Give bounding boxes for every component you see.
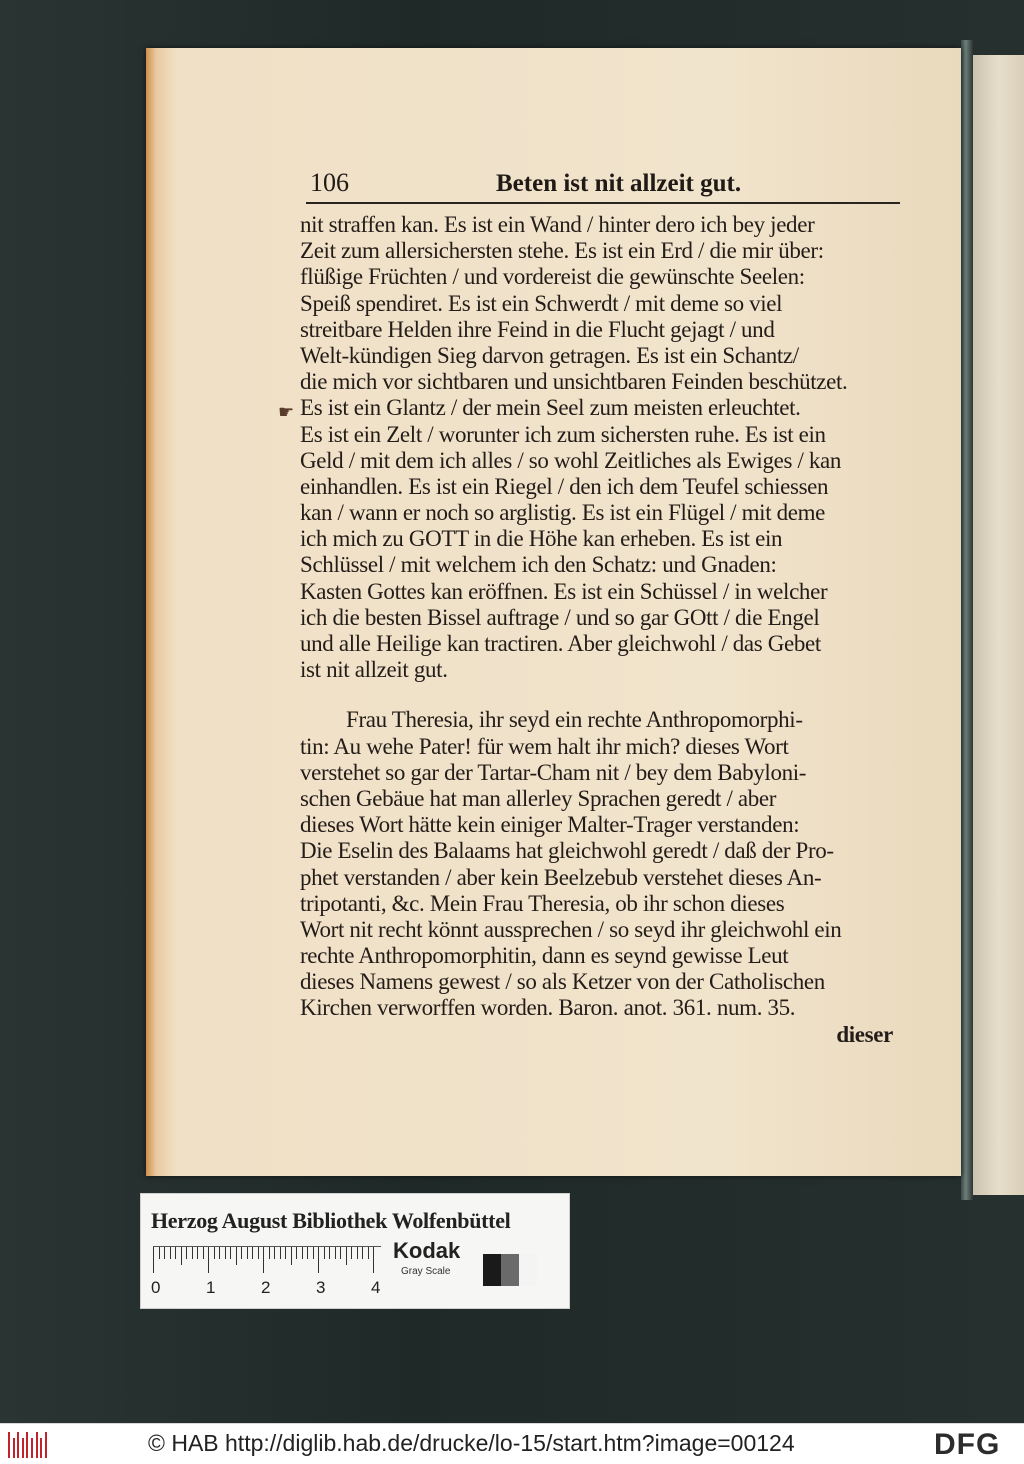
- text-line: Wort nit recht könnt aussprechen / so seyd ihr gleichwohl ein: [300, 916, 842, 942]
- ruler-tick: [241, 1247, 242, 1259]
- ruler-tick: [269, 1247, 270, 1259]
- ruler-tick: [302, 1247, 303, 1259]
- text-line: kan / wann er noch so arglistig. Es ist ein Flügel / mit deme: [300, 500, 826, 526]
- ruler-tick: [219, 1247, 220, 1259]
- ruler-tick: [362, 1247, 363, 1259]
- ruler-tick: [368, 1247, 369, 1259]
- ruler-tick: [192, 1247, 193, 1259]
- ruler-tick: [153, 1247, 154, 1273]
- facing-page-edge: [973, 55, 1024, 1195]
- dfg-logo[interactable]: DFG: [934, 1428, 1001, 1461]
- margin-pointer-icon: ☛: [278, 402, 295, 423]
- text-line: rechte Anthropomorphitin, dann es seynd gewisse Leut: [300, 943, 789, 969]
- footer-bar: [0, 1423, 1024, 1464]
- catchword: dieser: [836, 1021, 893, 1047]
- book-gutter: [961, 40, 973, 1200]
- text-line: verstehet so gar der Tartar-Cham nit / bey dem Babyloni-: [300, 759, 807, 785]
- ruler-tick: [274, 1247, 275, 1259]
- ruler-tick: [230, 1247, 231, 1259]
- text-line: flüßige Früchten / und vordereist die gewünschte Seelen:: [300, 264, 805, 290]
- running-title: Beten ist nit allzeit gut.: [496, 170, 742, 197]
- ruler-tick: [159, 1247, 160, 1259]
- text-line: tripotanti, &c. Mein Frau Theresia, ob ihr schon dieses: [300, 890, 785, 916]
- paragraph-1: [300, 212, 905, 683]
- text-line: Geld / mit dem ich alles / so wohl Zeitliches als Ewiges / kan: [300, 447, 842, 473]
- ruler-tick: [307, 1247, 308, 1259]
- text-line: und alle Heilige kan tractiren. Aber gleichwohl / das Gebet: [300, 631, 821, 656]
- ruler-tick: [357, 1247, 358, 1259]
- text-line: dieses Namens gewest / so als Ketzer von der Catholischen: [300, 969, 825, 995]
- text-line: Die Eselin des Balaams hat gleichwohl geredt / daß der Pro-: [300, 838, 834, 864]
- ruler-tick: [329, 1247, 330, 1259]
- ruler-tick: [252, 1247, 253, 1259]
- text-line: Schlüssel / mit welchem ich den Schatz: und Gnaden:: [300, 552, 777, 578]
- text-line: phet verstanden / aber kein Beelzebub verstehet dieses An-: [300, 864, 822, 890]
- gray-patch: [501, 1254, 519, 1286]
- ruler-tick: [351, 1247, 352, 1259]
- gray-patch: [519, 1254, 537, 1286]
- gray-scale-label: Gray Scale: [401, 1266, 451, 1277]
- text-line: die mich vor sichtbaren und unsichtbaren Feinden beschützet.: [300, 369, 848, 395]
- text-line: Zeit zum allersichersten stehe. Es ist ein Erd / die mir über:: [300, 238, 824, 264]
- measurement-ruler: [153, 1246, 381, 1275]
- text-line: Es ist ein Glantz / der mein Seel zum meisten erleuchtet.: [300, 395, 801, 421]
- ruler-tick: [324, 1247, 325, 1259]
- ruler-tick: [214, 1247, 215, 1259]
- library-name: Herzog August Bibliothek Wolfenbüttel: [151, 1208, 511, 1233]
- ruler-tick: [373, 1247, 374, 1273]
- ruler-tick: [247, 1247, 248, 1259]
- ruler-tick: [197, 1247, 198, 1259]
- ruler-tick: [203, 1247, 204, 1259]
- text-line: Welt-kündigen Sieg darvon getragen. Es ist ein Schantz/: [300, 342, 799, 368]
- ruler-tick: [186, 1247, 187, 1259]
- gray-patch: [483, 1254, 501, 1286]
- ruler-number: 3: [316, 1278, 326, 1297]
- ruler-tick: [225, 1247, 226, 1259]
- ruler-number: 2: [261, 1278, 271, 1297]
- ruler-tick: [291, 1247, 292, 1265]
- text-line: Kirchen verworffen worden. Baron. anot. 361. num. 35.: [300, 995, 796, 1021]
- ruler-tick: [236, 1247, 237, 1265]
- ruler-tick: [346, 1247, 347, 1265]
- ruler-tick: [164, 1247, 165, 1259]
- ruler-tick: [175, 1247, 176, 1259]
- ruler-tick: [181, 1247, 182, 1265]
- ruler-tick: [280, 1247, 281, 1259]
- text-line: Speiß spendiret. Es ist ein Schwerdt / mit deme so viel: [300, 290, 783, 316]
- ruler-tick: [335, 1247, 336, 1259]
- kodak-brand: Kodak: [393, 1238, 461, 1263]
- ruler-tick: [258, 1247, 259, 1259]
- ruler-tick: [313, 1247, 314, 1259]
- text-line: ich die besten Bissel auftrage / und so gar GOtt / die Engel: [300, 604, 820, 630]
- ruler-tick: [170, 1247, 171, 1259]
- ruler-tick: [318, 1247, 319, 1273]
- text-line: nit straffen kan. Es ist ein Wand / hinter dero ich bey jeder: [300, 212, 815, 237]
- text-line: tin: Au wehe Pater! für wem halt ihr mich? dieses Wort: [300, 733, 789, 759]
- color-calibration-card: [140, 1193, 570, 1309]
- ruler-number: 0: [151, 1278, 161, 1297]
- ruler-tick: [296, 1247, 297, 1259]
- text-line: ich mich zu GOTT in die Höhe kan erheben. Es ist ein: [300, 526, 783, 552]
- ruler-tick: [340, 1247, 341, 1259]
- page-number: 106: [310, 168, 349, 197]
- text-line: dieses Wort hätte kein einiger Malter-Trager verstanden:: [300, 812, 800, 838]
- ruler-tick: [263, 1247, 264, 1273]
- ruler-tick: [285, 1247, 286, 1259]
- text-line: Es ist ein Zelt / worunter ich zum sichersten ruhe. Es ist ein: [300, 421, 826, 447]
- text-line: einhandlen. Es ist ein Riegel / den ich dem Teufel schiessen: [300, 473, 829, 499]
- paragraph-2: [300, 707, 905, 1021]
- text-line: Kasten Gottes kan eröffnen. Es ist ein Schüssel / in welcher: [300, 578, 828, 604]
- text-line: streitbare Helden ihre Feind in die Flucht gejagt / und: [300, 316, 775, 342]
- running-head: [306, 168, 900, 204]
- hab-logo-icon[interactable]: [8, 1432, 52, 1458]
- ruler-number: 1: [206, 1278, 216, 1297]
- ruler-tick: [208, 1247, 209, 1273]
- source-link[interactable]: © HAB http://diglib.hab.de/drucke/lo-15/start.htm?image=00124: [148, 1430, 795, 1456]
- text-line: ist nit allzeit gut.: [300, 657, 448, 683]
- text-line: schen Gebäue hat man allerley Sprachen geredt / aber: [300, 785, 777, 811]
- text-line: Frau Theresia, ihr seyd ein rechte Anthropomorphi-: [346, 707, 803, 733]
- ruler-number: 4: [371, 1278, 381, 1297]
- page-text: [300, 212, 905, 1048]
